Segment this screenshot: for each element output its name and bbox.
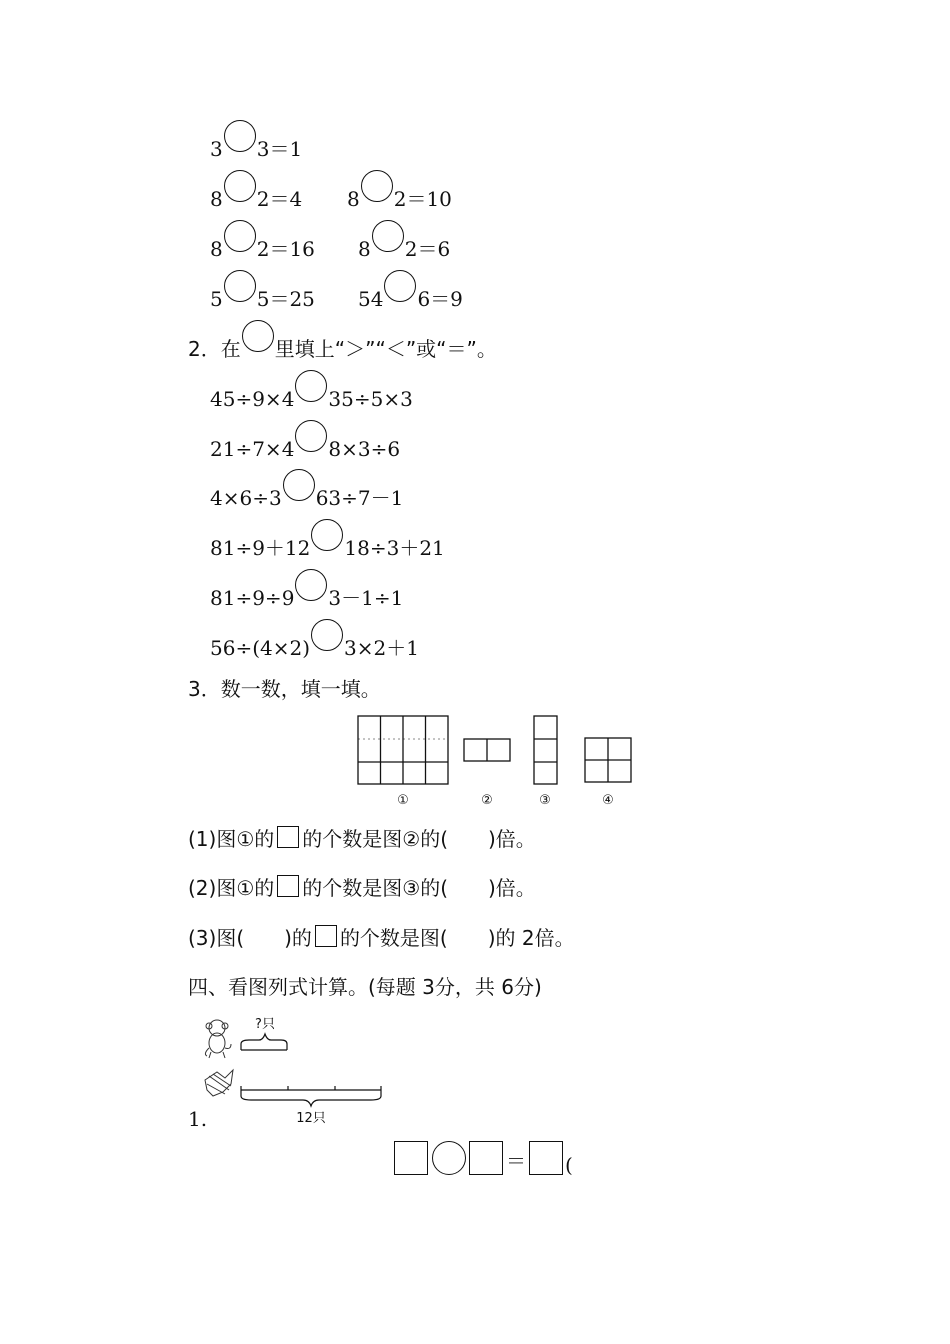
top-label: ?只 (255, 1017, 275, 1032)
eq-left: 5 (210, 287, 223, 311)
answer-circle[interactable] (311, 519, 343, 551)
answer-circle[interactable] (311, 619, 343, 651)
square-cell-icon (315, 925, 337, 947)
compare-right: 18÷3＋21 (344, 536, 445, 560)
operand-box-2[interactable] (469, 1141, 503, 1175)
eq-left: 8 (358, 237, 371, 261)
figure-2-grid (464, 739, 510, 761)
answer-circle[interactable] (283, 469, 315, 501)
section4-title: 四、看图列式计算。(每题 3分，共 6分) (188, 975, 542, 999)
answer-circle[interactable] (224, 170, 256, 202)
monkey-icon (205, 1020, 231, 1058)
q3-title: 3．数一数，填一填。 (188, 677, 381, 701)
q2-heading (188, 330, 497, 362)
unit-paren: ( (565, 1153, 573, 1177)
figure-3-grid (534, 716, 557, 784)
answer-circle[interactable] (361, 170, 393, 202)
figure-label-3: ③ (539, 793, 551, 808)
q2-prefix: 2．在 (188, 337, 241, 361)
figure-label-2: ② (481, 793, 493, 808)
eq-row-4 (210, 280, 315, 312)
figure-1-grid (358, 716, 448, 784)
answer-circle[interactable] (224, 220, 256, 252)
eq-row-2 (210, 180, 302, 212)
eq-row-3b (358, 230, 450, 262)
eq-left: 54 (358, 287, 384, 311)
eq-right: 2＝6 (404, 237, 451, 261)
diagram-monkey-bird (195, 1010, 395, 1130)
answer-circle[interactable] (295, 370, 327, 402)
compare-left: 4×6÷3 (210, 486, 282, 510)
compare-row-2 (210, 430, 400, 462)
bottom-bracket (241, 1086, 381, 1106)
result-box[interactable] (529, 1141, 563, 1175)
equals-sign: ＝ (506, 1149, 526, 1173)
eq-right: 2＝16 (256, 237, 315, 261)
answer-circle[interactable] (224, 270, 256, 302)
answer-circle[interactable] (224, 120, 256, 152)
compare-right: 63÷7－1 (315, 486, 404, 510)
eq-row-4b (358, 280, 463, 312)
square-cell-icon (277, 875, 299, 897)
figure-label-4: ④ (602, 793, 614, 808)
eq-row-2b (347, 180, 452, 212)
compare-right: 3－1÷1 (328, 586, 404, 610)
answer-circle[interactable] (295, 420, 327, 452)
q3-sub3 (188, 925, 575, 951)
square-cell-icon (277, 826, 299, 848)
compare-left: 56÷(4×2) (210, 636, 311, 660)
q3-sub3-a: (3)图( )的 (188, 926, 312, 950)
compare-row-1 (210, 380, 413, 412)
bottom-label: 12只 (296, 1111, 326, 1126)
compare-row-6 (210, 629, 419, 661)
bird-icon (205, 1070, 233, 1096)
q3-sub3-b: 的个数是图( )的 2倍。 (339, 926, 575, 950)
q3-sub1-b: 的个数是图②的( )倍。 (302, 827, 536, 851)
compare-row-3 (210, 479, 403, 511)
compare-left: 81÷9÷9 (210, 586, 295, 610)
compare-right: 8×3÷6 (328, 437, 401, 461)
eq-right: 6＝9 (417, 287, 463, 311)
eq-right: 2＝4 (256, 187, 303, 211)
q2-suffix: 里填上“＞”“＜”或“＝”。 (274, 337, 497, 361)
eq-left: 8 (210, 237, 223, 261)
answer-circle[interactable] (372, 220, 404, 252)
answer-circle[interactable] (295, 569, 327, 601)
figure-4-grid (585, 738, 631, 782)
eq-left: 8 (347, 187, 360, 211)
q3-sub2-b: 的个数是图③的( )倍。 (302, 876, 536, 900)
eq-row-3 (210, 230, 315, 262)
q3-sub1-a: (1)图①的 (188, 827, 275, 851)
q3-sub1 (188, 826, 536, 852)
q3-sub2-a: (2)图①的 (188, 876, 275, 900)
top-bracket (241, 1034, 287, 1050)
eq-row-1 (210, 130, 302, 162)
compare-left: 81÷9＋12 (210, 536, 311, 560)
eq-right: 3＝1 (256, 137, 303, 161)
operator-circle[interactable] (432, 1141, 466, 1175)
eq-left: 8 (210, 187, 223, 211)
eq-right: 2＝10 (393, 187, 452, 211)
figure-label-1: ① (397, 793, 409, 808)
eq-left: 3 (210, 137, 223, 161)
compare-left: 45÷9×4 (210, 387, 295, 411)
compare-row-5 (210, 579, 403, 611)
q4-1-number: 1. (188, 1107, 208, 1131)
operand-box-1[interactable] (394, 1141, 428, 1175)
eq-right: 5＝25 (256, 287, 315, 311)
compare-left: 21÷7×4 (210, 437, 295, 461)
grid-figures (350, 710, 650, 810)
circle-symbol-icon (242, 320, 274, 352)
answer-circle[interactable] (384, 270, 416, 302)
q3-sub2 (188, 875, 536, 901)
compare-row-4 (210, 529, 445, 561)
compare-right: 3×2＋1 (344, 636, 419, 660)
compare-right: 35÷5×3 (328, 387, 413, 411)
